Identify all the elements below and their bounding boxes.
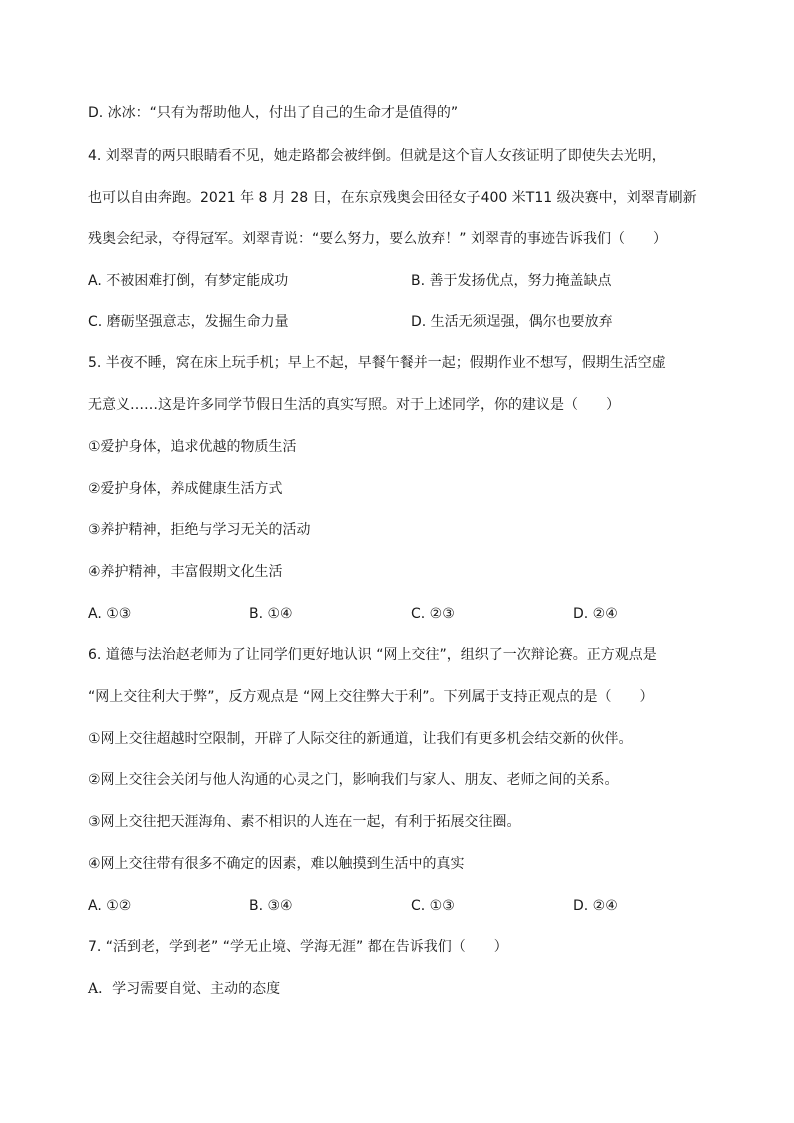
q4-option-c: C. 磨砺坚强意志，发掘生命力量 — [88, 314, 289, 330]
q5-option-d: D. ②④ — [573, 606, 618, 622]
q5-stem-line-2: 无意义……这是许多同学节假日生活的真实写照。对于上述同学，你的建议是（ ） — [88, 397, 620, 413]
q6-stem-line-2: “网上交往利大于弊”，反方观点是 “网上交往弊大于利”。下列属于支持正观点的是（ ） — [88, 689, 654, 705]
q6-statement-1: ①网上交往超越时空限制，开辟了人际交往的新通道，让我们有更多机会结交新的伙伴。 — [88, 731, 633, 747]
q6-option-c: C. ①③ — [411, 898, 455, 914]
q4-option-a: A. 不被困难打倒，有梦定能成功 — [88, 273, 289, 289]
q5-statement-4: ④养护精神，丰富假期文化生活 — [88, 564, 283, 580]
q3-option-d: D. 冰冰：“只有为帮助他人，付出了自己的生命才是值得的” — [88, 105, 459, 121]
q5-statement-2: ②爱护身体，养成健康生活方式 — [88, 481, 283, 497]
q4-stem-line-1: 4. 刘翠青的两只眼睛看不见，她走路都会被绊倒。但就是这个盲人女孩证明了即使失去光明， — [88, 148, 666, 164]
q5-statement-1: ①爱护身体，追求优越的物质生活 — [88, 439, 297, 455]
q6-statement-2: ②网上交往会关闭与他人沟通的心灵之门，影响我们与家人、朋友、老师之间的关系。 — [88, 772, 619, 788]
q5-stem-line-1: 5. 半夜不睡，窝在床上玩手机；早上不起，早餐午餐并一起；假期作业不想写，假期生活空虚 — [88, 355, 666, 371]
q4-stem-line-3: 残奥会纪录，夺得冠军。刘翠青说：“要么努力，要么放弃！” 刘翠青的事迹告诉我们（ ） — [88, 231, 667, 247]
q6-statement-4: ④网上交往带有很多不确定的因素，难以触摸到生活中的真实 — [88, 856, 465, 872]
q5-option-a: A. ①③ — [88, 606, 132, 622]
q5-option-c: C. ②③ — [411, 606, 455, 622]
q6-option-d: D. ②④ — [573, 898, 618, 914]
q5-statement-3: ③养护精神，拒绝与学习无关的活动 — [88, 522, 311, 538]
q7-stem-line-1: 7. “活到老，学到老” “学无止境、学海无涯” 都在告诉我们（ ） — [88, 939, 508, 955]
q4-option-d: D. 生活无须逞强，偶尔也要放弃 — [411, 314, 613, 330]
q6-option-a: A. ①② — [88, 898, 132, 914]
q4-option-b: B. 善于发扬优点，努力掩盖缺点 — [411, 273, 612, 289]
q5-option-b: B. ①④ — [249, 606, 293, 622]
q7-option-a: A．学习需要自觉、主动的态度 — [88, 981, 281, 997]
q6-option-b: B. ③④ — [249, 898, 293, 914]
q4-stem-line-2: 也可以自由奔跑。2021 年 8 月 28 日，在东京残奥会田径女子400 米T11 级决赛中，刘翠青刷新 — [88, 190, 697, 206]
q6-stem-line-1: 6. 道德与法治赵老师为了让同学们更好地认识 “网上交往”，组织了一次辩论赛。正方观点是 — [88, 647, 657, 663]
q6-statement-3: ③网上交往把天涯海角、素不相识的人连在一起，有利于拓展交往圈。 — [88, 814, 521, 830]
